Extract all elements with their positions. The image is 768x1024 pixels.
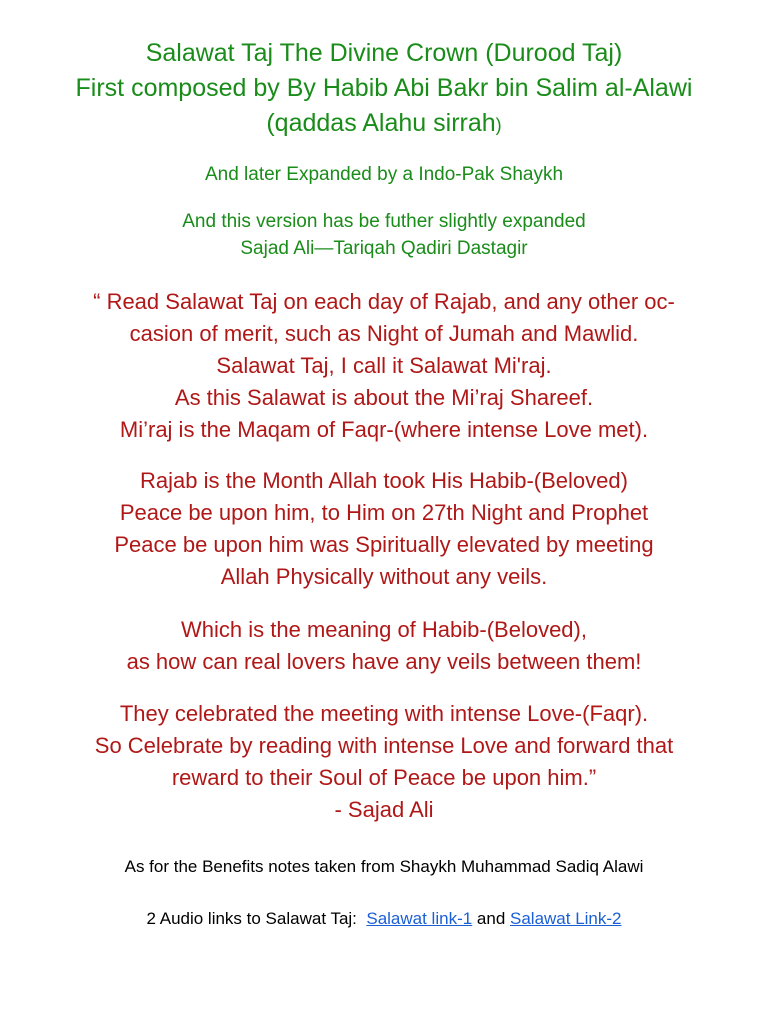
quote-paragraph-2 (0, 465, 768, 593)
quote-line: Peace be upon him was Spiritually elevated by meeting (114, 532, 654, 557)
title-line-2: First composed by By Habib Abi Bakr bin Salim al-Alawi (75, 74, 693, 102)
quote-line: reward to their Soul of Peace be upon him.” (171, 765, 597, 790)
expanded-note (0, 162, 768, 188)
salawat-link-2[interactable]: Salawat Link-2 (510, 909, 622, 928)
quote-line: “ Read Salawat Taj on each day of Rajab, and any other oc- (93, 289, 675, 314)
quote-line: as how can real lovers have any veils between them! (126, 649, 642, 674)
version-line-2: Sajad Ali—Tariqah Qadiri Dastagir (240, 238, 528, 259)
version-note (0, 208, 768, 262)
quote-line: Peace be upon him, to Him on 27th Night and Prophet (119, 500, 649, 525)
quote-paragraph-1 (0, 286, 768, 446)
quote-line: casion of merit, such as Night of Jumah and Mawlid. (129, 321, 639, 346)
benefits-note-text: As for the Benefits notes taken from Shaykh Muhammad Sadiq Alawi (124, 857, 644, 876)
quote-paragraph-3 (0, 614, 768, 678)
quote-line: As this Salawat is about the Mi’raj Shareef. (174, 385, 594, 410)
quote-line: Mi’raj is the Maqam of Faqr-(where intense Love met). (119, 417, 649, 442)
quote-line: Allah Physically without any veils. (220, 564, 548, 589)
version-line-1: And this version has be futher slightly expanded (182, 211, 586, 232)
quote-paragraph-4 (0, 698, 768, 826)
title-line-3-close: ) (495, 115, 502, 135)
title-line-3 (0, 106, 768, 143)
quote-line: Rajab is the Month Allah took His Habib-(Beloved) (140, 468, 628, 493)
quote-attribution: - Sajad Ali (334, 797, 434, 822)
title-line-3-main: (qaddas Alahu sirrah (266, 109, 496, 137)
audio-links (0, 907, 768, 931)
audio-links-prefix: 2 Audio links to Salawat Taj: (146, 909, 367, 928)
salawat-link-1[interactable]: Salawat link-1 (366, 909, 473, 928)
quote-line: So Celebrate by reading with intense Love and forward that (94, 733, 674, 758)
audio-links-line (0, 907, 768, 931)
quote-line: Which is the meaning of Habib-(Beloved), (181, 617, 587, 642)
title-line-1: Salawat Taj The Divine Crown (Durood Taj) (145, 39, 623, 67)
audio-links-and: and (472, 909, 510, 928)
quote-line: They celebrated the meeting with intense Love-(Faqr). (119, 701, 649, 726)
document-title (0, 36, 768, 143)
benefits-note (0, 855, 768, 879)
quote-line: Salawat Taj, I call it Salawat Mi'raj. (216, 353, 552, 378)
expanded-line: And later Expanded by a Indo-Pak Shaykh (204, 164, 564, 185)
